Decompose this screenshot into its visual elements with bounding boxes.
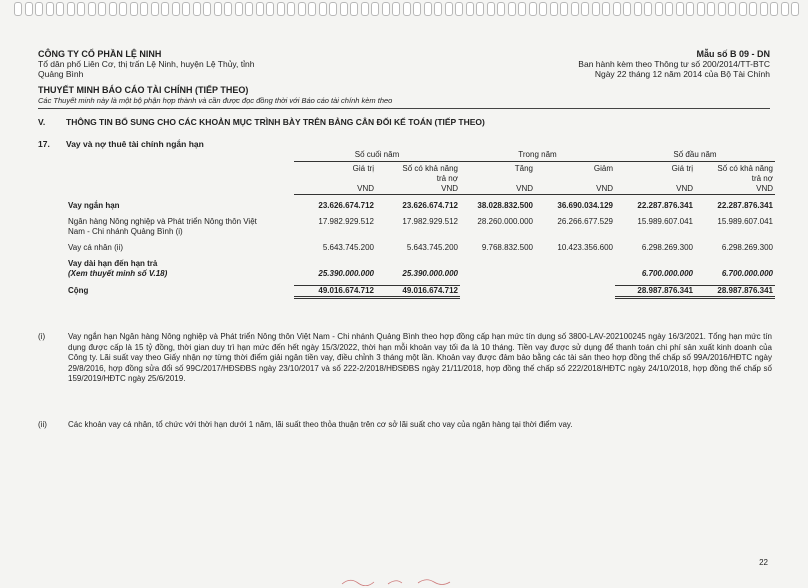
note-text: Các khoản vay cá nhân, tổ chức với thời hạn dưới 1 năm, lãi suất theo thỏa thuận trên cơ sở lãi suất cho vay của ngân hàng tại thời điểm vay.	[68, 420, 573, 429]
binding-ring	[791, 2, 799, 16]
binding-ring	[109, 2, 117, 16]
row-label: Vay dài hạn đến hạn trả (Xem thuyết minh số V.18)	[68, 259, 168, 278]
binding-ring	[329, 2, 337, 16]
binding-ring	[476, 2, 484, 16]
binding-ring	[193, 2, 201, 16]
table-total-row	[66, 286, 775, 298]
cell: 26.266.677.529	[557, 217, 613, 226]
binding-ring	[644, 2, 652, 16]
col-ability: Số có khả năng trả nợ	[402, 164, 458, 183]
col-decrease: Giảm	[593, 164, 613, 173]
cell: 23.626.674.712	[402, 201, 458, 210]
binding-ring	[340, 2, 348, 16]
binding-ring	[308, 2, 316, 16]
company-address-line-2: Quảng Bình	[38, 69, 84, 79]
binding-ring	[77, 2, 85, 16]
note-label: (ii)	[38, 420, 47, 429]
company-header	[38, 49, 254, 79]
binding-ring	[592, 2, 600, 16]
col-ability: Số có khả năng trả nợ	[717, 164, 773, 183]
loans-table	[66, 150, 775, 299]
note-label: (i)	[38, 332, 46, 341]
cell: 6.298.269.300	[641, 243, 693, 252]
section-heading	[38, 117, 485, 127]
group-during-year: Trong năm	[460, 150, 615, 162]
table-column-header	[66, 162, 775, 185]
binding-ring	[707, 2, 715, 16]
item-title: Vay và nợ thuê tài chính ngắn hạn	[66, 139, 204, 149]
binding-ring	[686, 2, 694, 16]
binding-ring	[371, 2, 379, 16]
binding-ring	[98, 2, 106, 16]
note-i	[38, 332, 772, 385]
binding-ring	[770, 2, 778, 16]
table-row	[66, 243, 775, 253]
binding-ring	[214, 2, 222, 16]
binding-ring	[350, 2, 358, 16]
group-beginning-of-year: Số đầu năm	[615, 150, 775, 162]
col-value: Giá trị	[671, 164, 693, 173]
regulation-line-2: Ngày 22 tháng 12 năm 2014 của Bộ Tài Chính	[594, 69, 770, 79]
cell: 25.390.000.000	[402, 269, 458, 278]
signature-mark	[340, 576, 460, 586]
binding-ring	[581, 2, 589, 16]
row-label: Ngân hàng Nông nghiệp và Phát triển Nông thôn Việt Nam - Chi nhánh Quảng Bình (i)	[68, 217, 257, 236]
cell: 22.287.876.341	[637, 201, 693, 210]
binding-ring	[161, 2, 169, 16]
binding-ring	[697, 2, 705, 16]
binding-ring	[760, 2, 768, 16]
cell: 38.028.832.500	[477, 201, 533, 210]
binding-ring	[224, 2, 232, 16]
binding-ring	[46, 2, 54, 16]
binding-ring	[182, 2, 190, 16]
cell: 15.989.607.041	[637, 217, 693, 226]
binding-ring	[749, 2, 757, 16]
binding-ring	[529, 2, 537, 16]
binding-ring	[266, 2, 274, 16]
cell: 15.989.607.041	[717, 217, 773, 226]
unit-label: VND	[460, 184, 535, 195]
cell: 6.298.269.300	[721, 243, 773, 252]
company-address-line-1: Tổ dân phố Liên Cơ, thị trấn Lệ Ninh, huyện Lệ Thủy, tỉnh	[38, 59, 255, 69]
table-row	[66, 201, 775, 211]
binding-ring	[56, 2, 64, 16]
binding-ring	[25, 2, 33, 16]
table-group-header	[66, 150, 775, 162]
binding-ring	[434, 2, 442, 16]
cell: 28.987.876.341	[695, 286, 775, 298]
binding-ring	[88, 2, 96, 16]
cell	[535, 286, 615, 298]
cell: 28.260.000.000	[477, 217, 533, 226]
binding-ring	[203, 2, 211, 16]
binding-ring	[550, 2, 558, 16]
section-number: V.	[38, 117, 46, 127]
binding-ring	[403, 2, 411, 16]
cell: 23.626.674.712	[318, 201, 374, 210]
table-unit-row	[66, 184, 775, 195]
binding-ring	[613, 2, 621, 16]
spiral-binding	[0, 0, 808, 16]
binding-ring	[676, 2, 684, 16]
row-label: Vay ngắn hạn	[68, 201, 120, 210]
binding-ring	[413, 2, 421, 16]
binding-ring	[319, 2, 327, 16]
binding-ring	[571, 2, 579, 16]
form-number: Mẫu số B 09 - DN	[696, 49, 770, 59]
binding-ring	[497, 2, 505, 16]
note-ii	[38, 420, 772, 431]
cell	[535, 259, 615, 279]
row-label: Vay cá nhân (ii)	[68, 243, 123, 252]
unit-label: VND	[535, 184, 615, 195]
table-row	[66, 217, 775, 237]
binding-ring	[508, 2, 516, 16]
binding-ring	[382, 2, 390, 16]
binding-ring	[539, 2, 547, 16]
cell: 5.643.745.200	[322, 243, 374, 252]
col-value: Giá trị	[352, 164, 374, 173]
binding-ring	[424, 2, 432, 16]
binding-ring	[634, 2, 642, 16]
note-text: Vay ngắn hạn Ngân hàng Nông nghiệp và Phát triển Nông thôn Việt Nam - Chi nhánh Quảng Bình theo hợp đồng cấp hạn mức tín dụng số 3800-LAV-202100245 ngày 16/3/2021. Tổng hạn mức tín dụng được cấp là 15 tỷ đồng, thời gian duy trì hạn mức đến hết ngày 15/3/2022, thời hạn mỗi khoản vay tối đa là 10 tháng. Tiền vay được sử dụng để thanh toán chi phí sản xuất kinh doanh của Công ty. Lãi suất vay theo Giấy nhận nợ từng thời điểm giải ngân tiền vay, điều chỉnh 3 tháng một lần. Khoản vay được đảm bảo bằng các tài sản theo hợp đồng thế chấp số 99A/2016/HĐTC ngày 29/8/2016, hợp đồng sửa đổi số 99C/2017/HĐSĐBS ngày 23/10/2017 và số 222-2/2018/HĐSĐBS ngày 21/11/2018, hợp đồng thế chấp số 222/2018/HĐTC ngày 24/10/2018, hợp đồng thế chấp số 159/2019/HĐTC ngày 25/6/2019.	[68, 332, 772, 383]
header-divider	[38, 108, 770, 109]
binding-ring	[445, 2, 453, 16]
row-label: Cộng	[68, 285, 89, 295]
binding-ring	[172, 2, 180, 16]
section-title: THÔNG TIN BỔ SUNG CHO CÁC KHOẢN MỤC TRÌNH BÀY TRÊN BẢNG CÂN ĐỐI KẾ TOÁN (TIẾP THEO)	[66, 117, 485, 127]
form-reference	[578, 49, 770, 79]
page-number: 22	[759, 558, 768, 567]
binding-ring	[466, 2, 474, 16]
binding-ring	[455, 2, 463, 16]
unit-label: VND	[615, 184, 695, 195]
cell: 6.700.000.000	[641, 269, 693, 278]
binding-ring	[392, 2, 400, 16]
binding-ring	[728, 2, 736, 16]
cell: 17.982.929.512	[318, 217, 374, 226]
cell	[460, 286, 535, 298]
document-title: THUYẾT MINH BÁO CÁO TÀI CHÍNH (TIẾP THEO)	[38, 85, 249, 95]
binding-ring	[718, 2, 726, 16]
binding-ring	[487, 2, 495, 16]
col-increase: Tăng	[514, 164, 533, 173]
cell: 25.390.000.000	[318, 269, 374, 278]
binding-ring	[67, 2, 75, 16]
binding-ring	[518, 2, 526, 16]
binding-ring	[298, 2, 306, 16]
regulation-line-1: Ban hành kèm theo Thông tư số 200/2014/TT-BTC	[578, 59, 770, 69]
table-row	[66, 259, 775, 279]
binding-ring	[151, 2, 159, 16]
binding-ring	[245, 2, 253, 16]
binding-ring	[655, 2, 663, 16]
cell: 5.643.745.200	[406, 243, 458, 252]
company-name: CÔNG TY CỔ PHẦN LỆ NINH	[38, 49, 162, 59]
cell: 28.987.876.341	[615, 286, 695, 298]
binding-ring	[140, 2, 148, 16]
binding-ring	[361, 2, 369, 16]
document-subtitle: Các Thuyết minh này là một bộ phận hợp thành và cần được đọc đồng thời với Báo cáo tài chính kèm theo	[38, 96, 393, 105]
binding-ring	[287, 2, 295, 16]
cell: 36.690.034.129	[557, 201, 613, 210]
binding-ring	[665, 2, 673, 16]
binding-ring	[235, 2, 243, 16]
group-end-of-year: Số cuối năm	[294, 150, 460, 162]
binding-ring	[602, 2, 610, 16]
binding-ring	[35, 2, 43, 16]
cell: 9.768.832.500	[481, 243, 533, 252]
cell	[460, 259, 535, 279]
binding-ring	[119, 2, 127, 16]
cell: 49.016.674.712	[376, 286, 460, 298]
binding-ring	[256, 2, 264, 16]
binding-ring	[130, 2, 138, 16]
cell: 17.982.929.512	[402, 217, 458, 226]
cell: 22.287.876.341	[717, 201, 773, 210]
item-number: 17.	[38, 139, 50, 149]
binding-ring	[277, 2, 285, 16]
binding-ring	[14, 2, 22, 16]
binding-ring	[781, 2, 789, 16]
binding-ring	[623, 2, 631, 16]
cell: 6.700.000.000	[721, 269, 773, 278]
binding-ring	[739, 2, 747, 16]
unit-label: VND	[294, 184, 376, 195]
unit-label: VND	[695, 184, 775, 195]
cell: 10.423.356.600	[557, 243, 613, 252]
unit-label: VND	[376, 184, 460, 195]
binding-ring	[560, 2, 568, 16]
cell: 49.016.674.712	[294, 286, 376, 298]
item-heading	[38, 139, 204, 149]
